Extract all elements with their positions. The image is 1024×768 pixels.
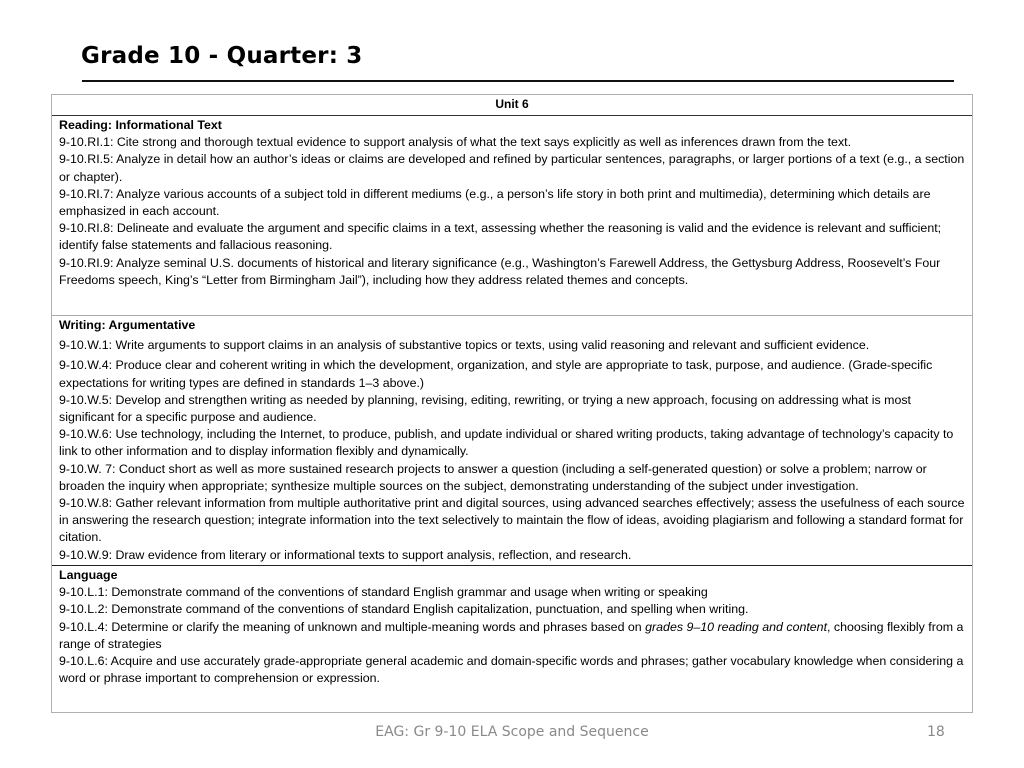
standard-text: , choosing flexibly from a range of strategies (59, 619, 964, 651)
writing-section (52, 316, 972, 566)
reading-section (52, 116, 972, 316)
standard-item: 9-10.W.9: Draw evidence from literary or informational texts to support analysis, reflection, and research. (59, 547, 632, 562)
standard-item: 9-10.W.6: Use technology, including the Internet, to produce, publish, and update individual or shared writing products, taking advantage of technology’s capacity to link to other information and to display information flexibly and dynamically. (59, 427, 954, 459)
standard-item: 9-10.L.6: Acquire and use accurately grade-appropriate general academic and domain-specific words and phrases; gather vocabulary knowledge when considering a word or phrase important to comprehension or expression. (59, 654, 964, 686)
writing-section-title: Writing: Argumentative (59, 318, 196, 332)
standard-item: 9-10.L.2: Demonstrate command of the conventions of standard English capitalization, punctuation, and spelling when writing. (59, 602, 749, 617)
unit-header: Unit 6 (52, 95, 972, 116)
standard-item: 9-10.RI.8: Delineate and evaluate the argument and specific claims in a text, assessing whether the reasoning is valid and the evidence is relevant and sufficient; identify false statements and fallacious reasoning. (59, 221, 942, 253)
standard-item: 9-10.RI.1: Cite strong and thorough textual evidence to support analysis of what the text says explicitly as well as inferences drawn from the text. (59, 135, 852, 150)
standard-text: 9-10.L.4: Determine or clarify the meaning of unknown and multiple-meaning words and phrases based on (59, 619, 646, 634)
standard-item: 9-10.RI.7: Analyze various accounts of a subject told in different mediums (e.g., a person’s life story in both print and multimedia), determining which details are emphasized in each account. (59, 186, 931, 219)
language-section (52, 566, 972, 713)
standard-emphasis: grades 9–10 reading and content (645, 619, 828, 634)
page-number: 18 (927, 724, 945, 740)
standard-item: 9-10.RI.9: Analyze seminal U.S. documents of historical and literary significance (e.g., Washington’s Farewell Address, the Gettysburg Address, Roosevelt’s Four Freedoms speech, King’s “Letter from Birmingham Jail”), including how they address related themes and concepts. (59, 255, 941, 287)
page-title: Grade 10 - Quarter: 3 (81, 43, 363, 69)
footer-text: EAG: Gr 9-10 ELA Scope and Sequence (375, 724, 649, 740)
standard-item: 9-10.RI.5: Analyze in detail how an author’s ideas or claims are developed and refined by particular sentences, paragraphs, or larger portions of a text (e.g., a section or chapter). (59, 152, 965, 184)
standard-item: 9-10.L.1: Demonstrate command of the conventions of standard English grammar and usage when writing or speaking (59, 585, 708, 600)
language-section-title: Language (59, 568, 118, 582)
standard-item: 9-10.W.5: Develop and strengthen writing as needed by planning, revising, editing, rewriting, or trying a new approach, focusing on addressing what is most significant for a specific purpose and audience. (59, 392, 911, 425)
standard-item: 9-10.W.4: Produce clear and coherent writing in which the development, organization, and style are appropriate to task, purpose, and audience. (Grade-specific expectations for writing types are defined in standards 1–3 above.) (59, 358, 933, 390)
standard-item: 9-10.W. 7: Conduct short as well as more sustained research projects to answer a question (including a self-generated question) or solve a problem; narrow or broaden the inquiry when appropriate; synthesize multiple sources on the subject, demonstrating understanding of the subject under investigation. (59, 461, 927, 493)
standard-item (59, 619, 965, 653)
standard-item: 9-10.W.8: Gather relevant information from multiple authoritative print and digital sources, using advanced searches effectively; assess the usefulness of each source in answering the research question; integrate information into the text selectively to maintain the flow of ideas, avoiding plagiarism and following a standard format for citation. (59, 496, 965, 545)
standards-table (51, 94, 973, 713)
reading-section-title: Reading: Informational Text (59, 118, 222, 132)
title-underline (82, 80, 954, 82)
standard-item: 9-10.W.1: Write arguments to support claims in an analysis of substantive topics or texts, using valid reasoning and relevant and sufficient evidence. (59, 338, 870, 353)
